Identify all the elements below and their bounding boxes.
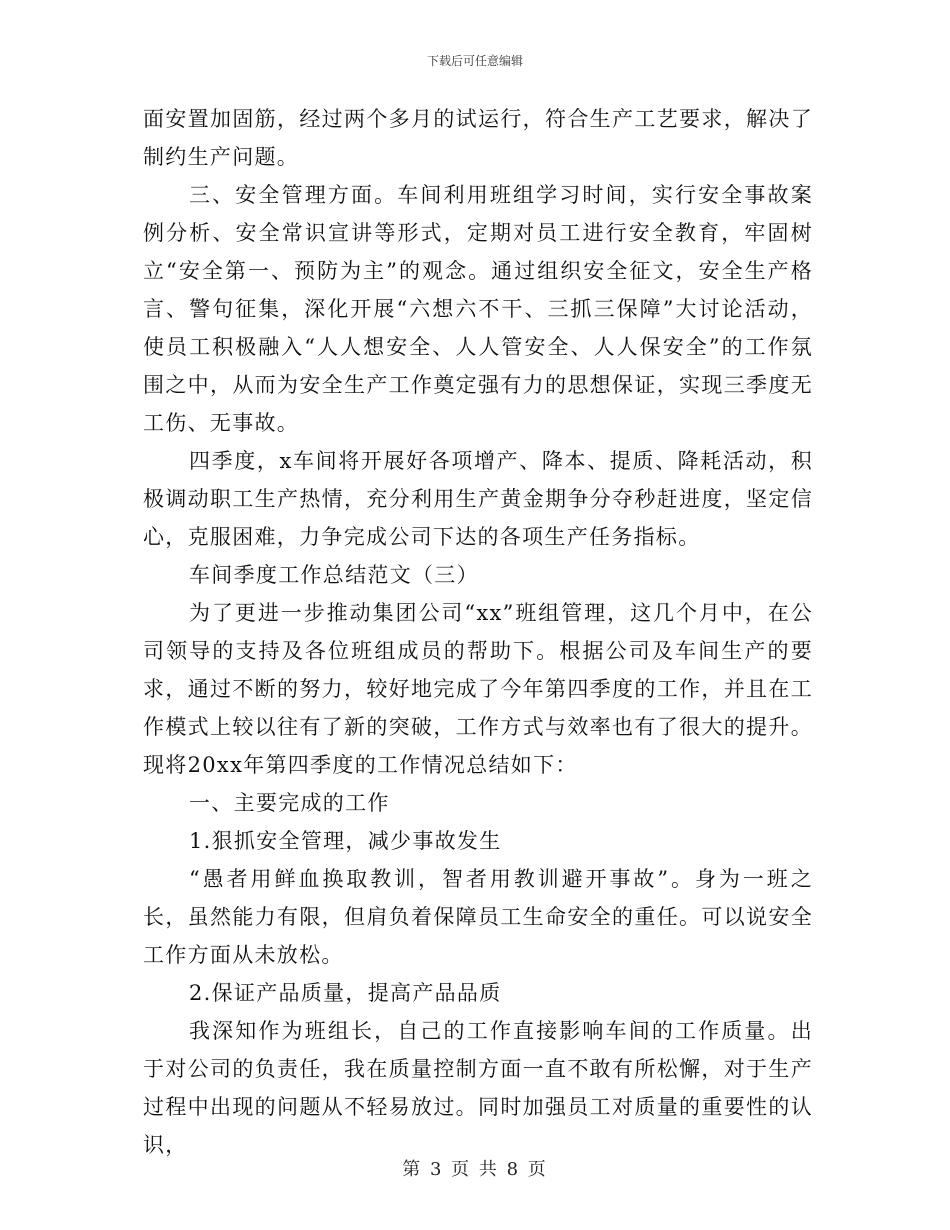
paragraph-safety: “愚者用鲜血换取教训，智者用教训避开事故”。身为一班之长，虽然能力有限，但肩负着保障员工生命安全的重任。可以说安全工作方面从未放松。 [143,867,813,967]
heading-quality: 2.保证产品质量，提高产品品质 [189,981,502,1005]
paragraph-q4-plan: 四季度，x车间将开展好各项增产、降本、提质、降耗活动，积极调动职工生产热情，充分利用生产黄金期争分夺秒赶进度，坚定信心，克服困难，力争完成公司下达的各项生产任务指标。 [143,449,813,549]
document-body [143,100,813,1164]
paragraph-intro: 为了更进一步推动集团公司“xx”班组管理，这几个月中，在公司领导的支持及各位班组成员的帮助下。根据公司及车间生产的要求，通过不断的努力，较好地完成了今年第四季度的工作，并且在工作模式上较以往有了新的突破，工作方式与效率也有了很大的提升。现将20xx年第四季度的工作情况总结如下： [143,601,813,777]
page-header: 下载后可任意编辑 [426,54,523,68]
section-title: 车间季度工作总结范文（三） [189,563,479,587]
paragraph-1: 面安置加固筋，经过两个多月的试运行，符合生产工艺要求，解决了制约生产问题。 [143,107,813,169]
paragraph-safety-management: 三、安全管理方面。车间利用班组学习时间，实行安全事故案例分析、安全常识宣讲等形式，定期对员工进行安全教育，牢固树立“安全第一、预防为主”的观念。通过组织安全征文，安全生产格言、警句征集，深化开展“六想六不干、三抓三保障”大讨论活动，使员工积极融入“人人想安全、人人管安全、人人保安全”的工作氛围之中，从而为安全生产工作奠定强有力的思想保证，实现三季度无工伤、无事故。 [143,183,813,435]
paragraph-quality: 我深知作为班组长，自己的工作直接影响车间的工作质量。出于对公司的负责任，我在质量控制方面一直不敢有所松懈，对于生产过程中出现的问题从不轻易放过。同时加强员工对质量的重要性的认识， [143,1019,813,1157]
heading-safety: 1.狠抓安全管理，减少事故发生 [189,829,502,853]
page-number: 第 3 页 共 8 页 [402,1159,548,1180]
heading-main-work: 一、主要完成的工作 [189,791,390,815]
